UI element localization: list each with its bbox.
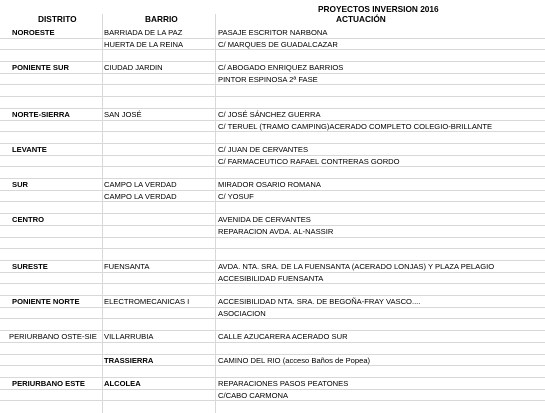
distrito-cell[interactable]: PONIENTE SUR bbox=[12, 63, 69, 73]
actuacion-cell[interactable]: C/ ABOGADO ENRIQUEZ BARRIOS bbox=[218, 63, 344, 73]
distrito-cell[interactable]: NOROESTE bbox=[12, 28, 55, 37]
barrio-cell[interactable]: CIUDAD JARDIN bbox=[104, 63, 163, 73]
barrio-cell[interactable]: FUENSANTA bbox=[104, 262, 150, 271]
table-row bbox=[0, 331, 545, 343]
barrio-cell[interactable]: TRASSIERRA bbox=[104, 355, 154, 365]
table-row bbox=[0, 97, 545, 109]
table-row bbox=[0, 214, 545, 226]
table-row bbox=[0, 121, 545, 133]
table-row bbox=[0, 296, 545, 308]
distrito-cell[interactable]: LEVANTE bbox=[12, 145, 47, 154]
table-row bbox=[0, 390, 545, 402]
actuacion-cell[interactable]: CAMINO DEL RIO (acceso Baños de Popea) bbox=[218, 355, 371, 365]
barrio-cell[interactable]: HUERTA DE LA REINA bbox=[104, 39, 184, 49]
table-row bbox=[0, 86, 545, 98]
distrito-cell[interactable]: SURESTE bbox=[12, 262, 48, 271]
barrio-cell[interactable]: CAMPO LA VERDAD bbox=[104, 191, 177, 201]
distrito-cell[interactable]: CENTRO bbox=[12, 215, 45, 225]
actuacion-cell[interactable]: ACCESIBILIDAD NTA. SRA. DE BEGOÑA-FRAY VASCO.... bbox=[218, 297, 421, 307]
table-row bbox=[0, 378, 545, 390]
table-row bbox=[0, 74, 545, 86]
table-row bbox=[0, 355, 545, 367]
table-row bbox=[0, 343, 545, 355]
actuacion-cell[interactable]: C/ FARMACEUTICO RAFAEL CONTRERAS GORDO bbox=[218, 156, 400, 166]
barrio-cell[interactable]: VILLARRUBIA bbox=[104, 332, 154, 342]
actuacion-cell[interactable]: ACCESIBILIDAD FUENSANTA bbox=[218, 273, 324, 283]
actuacion-cell[interactable]: AVDA. NTA. SRA. DE LA FUENSANTA (ACERADO LONJAS) Y PLAZA PELAGIO bbox=[218, 262, 495, 271]
table-row bbox=[0, 273, 545, 285]
actuacion-cell[interactable]: C/ TERUEL (TRAMO CAMPING)ACERADO COMPLETO COLEGIO-BRILLANTE bbox=[218, 121, 493, 131]
distrito-cell[interactable]: NORTE-SIERRA bbox=[12, 109, 70, 119]
actuacion-cell[interactable]: MIRADOR OSARIO ROMANA bbox=[218, 180, 321, 190]
table-row bbox=[0, 226, 545, 238]
table-row bbox=[0, 144, 545, 156]
table-row bbox=[0, 167, 545, 179]
table-row bbox=[0, 109, 545, 121]
table-row bbox=[0, 203, 545, 215]
table-row bbox=[0, 238, 545, 250]
table-row bbox=[0, 261, 545, 273]
actuacion-cell[interactable]: REPARACIONES PASOS PEATONES bbox=[218, 379, 349, 388]
barrio-cell[interactable]: CAMPO LA VERDAD bbox=[104, 180, 177, 190]
table-row bbox=[0, 191, 545, 203]
actuacion-cell[interactable]: C/ JUAN DE CERVANTES bbox=[218, 145, 309, 154]
table-row bbox=[0, 284, 545, 296]
actuacion-cell[interactable]: REPARACION AVDA. AL-NASSIR bbox=[218, 226, 334, 236]
barrio-cell[interactable]: ALCOLEA bbox=[104, 379, 141, 388]
actuacion-cell[interactable]: CALLE AZUCARERA ACERADO SUR bbox=[218, 332, 348, 342]
barrio-cell[interactable]: BARRIADA DE LA PAZ bbox=[104, 28, 183, 37]
distrito-cell[interactable]: PERIURBANO OSTE-SIE bbox=[9, 332, 97, 342]
table-row bbox=[0, 39, 545, 51]
table-row bbox=[0, 249, 545, 261]
table-row bbox=[0, 179, 545, 191]
actuacion-cell[interactable]: C/ JOSÉ SÁNCHEZ GUERRA bbox=[218, 109, 321, 119]
distrito-cell[interactable]: SUR bbox=[12, 180, 29, 190]
distrito-cell[interactable]: PONIENTE NORTE bbox=[12, 297, 80, 307]
actuacion-cell[interactable]: C/ YOSUF bbox=[218, 191, 254, 201]
table-row bbox=[0, 132, 545, 144]
actuacion-cell[interactable]: ASOCIACION bbox=[218, 308, 266, 318]
actuacion-cell[interactable]: AVENIDA DE CERVANTES bbox=[218, 215, 311, 225]
actuacion-cell[interactable]: C/ MARQUES DE GUADALCAZAR bbox=[218, 39, 338, 49]
table-row bbox=[0, 320, 545, 332]
table-row bbox=[0, 366, 545, 378]
actuacion-cell[interactable]: PINTOR ESPINOSA 2ª FASE bbox=[218, 74, 318, 84]
table-row bbox=[0, 27, 545, 39]
table-row bbox=[0, 62, 545, 74]
table-row bbox=[0, 156, 545, 168]
actuacion-header: ACTUACIÓN bbox=[336, 14, 386, 24]
table-row bbox=[0, 308, 545, 320]
title-header: PROYECTOS INVERSION 2016 bbox=[318, 4, 439, 14]
barrio-cell[interactable]: ELECTROMECANICAS I bbox=[104, 297, 190, 307]
actuacion-cell[interactable]: PASAJE ESCRITOR NARBONA bbox=[218, 28, 328, 37]
distrito-header: DISTRITO bbox=[38, 14, 77, 24]
distrito-cell[interactable]: PERIURBANO ESTE bbox=[12, 379, 85, 388]
barrio-cell[interactable]: SAN JOSÉ bbox=[104, 109, 142, 119]
barrio-header: BARRIO bbox=[145, 14, 178, 24]
table-row bbox=[0, 50, 545, 62]
actuacion-cell[interactable]: C/CABO CARMONA bbox=[218, 390, 289, 400]
